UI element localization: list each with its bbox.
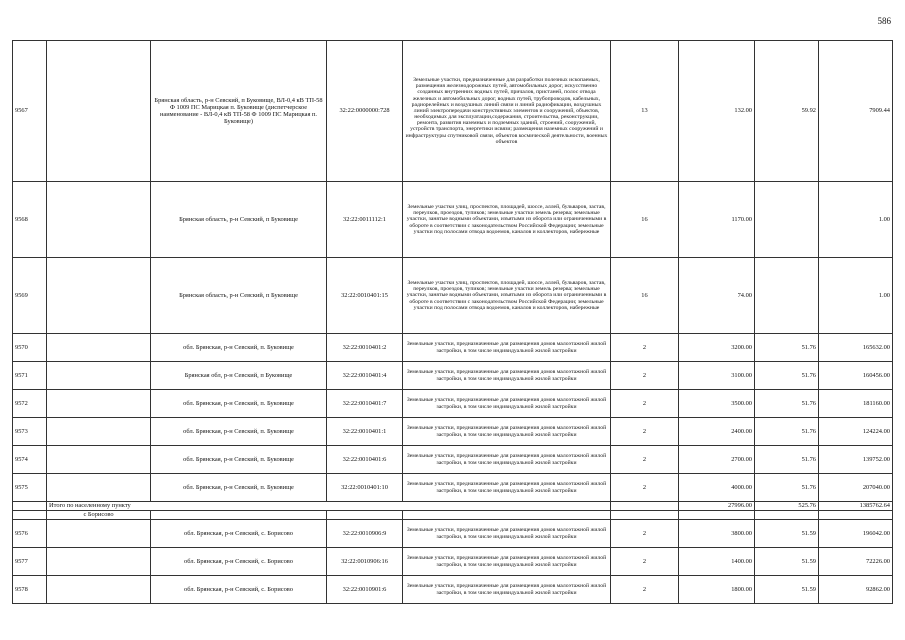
address-cell: обл. Брянская, р-н Севский, с. Борисово bbox=[151, 576, 327, 604]
area-cell: 1400.00 bbox=[679, 548, 755, 576]
cadastral-cell: 32:22:0010401:10 bbox=[327, 474, 403, 502]
land-use-cell: Земельные участки, предназначенные для разработки полезных ископаемых, размещения железнодорожных путей, автомобильных дорог, искусственно созданных внутренних водных путей, причалов, пристаней, полос отвода железных и автомобильных дорог, водных путей, трубопроводов, кабельных, радиорелейных и воздушных линий связи и линий радиофикации, воздушных линий электропередачи конструктивных элементов и сооружений, объектов, необходимых для эксплуатации,содержания, строительства, реконструкции, ремонта, развития наземных и подземных зданий, строений, сооружений, устройств транспорта, энергетики исвязи; размещения наземных сооружений и инфраструктуры спутниковой связи, объектов космической деятельности, военных объектов bbox=[403, 41, 611, 182]
land-use-cell: Земельные участки улиц, проспектов, площадей, шоссе, аллей, бульваров, застав, переулков, проездов, тупиков; земельные участки земель резерва; земельные участки, занятые водными объектами, изъятыми из оборота или ограниченными в обороте в соответствии с законодательством Российской Федерации; земельные участки под полосами отвода водоемов, каналов и коллекторов, набережные bbox=[403, 258, 611, 334]
address-cell: обл. Брянская, р-н Севский, п. Буковище bbox=[151, 418, 327, 446]
row-number: 9577 bbox=[13, 548, 47, 576]
blank-cell bbox=[47, 390, 151, 418]
address-cell: Брянская область, р-н Севский, п Буковище bbox=[151, 182, 327, 258]
area-cell: 1170.00 bbox=[679, 182, 755, 258]
row-number: 9574 bbox=[13, 446, 47, 474]
land-register-table bbox=[12, 40, 893, 604]
row-number: 9568 bbox=[13, 182, 47, 258]
blank-cell bbox=[47, 41, 151, 182]
rate-cell: 51.76 bbox=[755, 446, 819, 474]
blank-cell bbox=[611, 511, 679, 520]
address-cell: обл. Брянская, р-н Севский, п. Буковище bbox=[151, 446, 327, 474]
value-cell: 1.00 bbox=[819, 182, 893, 258]
total-row bbox=[13, 502, 893, 511]
row-number: 9572 bbox=[13, 390, 47, 418]
blank-cell bbox=[47, 182, 151, 258]
cadastral-cell: 32:22:0010401:15 bbox=[327, 258, 403, 334]
land-use-cell: Земельные участки, предназначенные для размещения домов малоэтажной жилой застройки, в том числе индивидуальной жилой застройки bbox=[403, 334, 611, 362]
value-cell: 139752.00 bbox=[819, 446, 893, 474]
land-use-cell: Земельные участки, предназначенные для размещения домов малоэтажной жилой застройки, в том числе индивидуальной жилой застройки bbox=[403, 390, 611, 418]
blank-cell bbox=[47, 520, 151, 548]
rate-cell: 51.59 bbox=[755, 548, 819, 576]
rate-cell: 51.76 bbox=[755, 418, 819, 446]
area-cell: 3100.00 bbox=[679, 362, 755, 390]
table-row bbox=[13, 474, 893, 502]
blank-cell bbox=[679, 511, 755, 520]
table-row bbox=[13, 41, 893, 182]
row-number: 9573 bbox=[13, 418, 47, 446]
use-code-cell: 2 bbox=[611, 446, 679, 474]
value-cell: 196042.00 bbox=[819, 520, 893, 548]
land-use-cell: Земельные участки, предназначенные для размещения домов малоэтажной жилой застройки, в том числе индивидуальной жилой застройки bbox=[403, 576, 611, 604]
settlement-name: с Борисово bbox=[47, 511, 151, 520]
cadastral-cell: 32:22:0010906:16 bbox=[327, 548, 403, 576]
rate-cell bbox=[755, 258, 819, 334]
use-code-cell: 16 bbox=[611, 258, 679, 334]
use-code-cell: 2 bbox=[611, 520, 679, 548]
blank-cell bbox=[47, 446, 151, 474]
address-cell: Брянская обл, р-н Севский, п Буковище bbox=[151, 362, 327, 390]
page-number: 586 bbox=[877, 16, 891, 26]
area-cell: 132.00 bbox=[679, 41, 755, 182]
blank-cell bbox=[47, 362, 151, 390]
table-row bbox=[13, 446, 893, 474]
table-row bbox=[13, 576, 893, 604]
blank-cell bbox=[151, 511, 327, 520]
total-area: 27996.00 bbox=[679, 502, 755, 511]
blank-cell bbox=[47, 576, 151, 604]
address-cell: обл. Брянская, р-н Севский, п. Буковище bbox=[151, 474, 327, 502]
use-code-cell: 2 bbox=[611, 390, 679, 418]
land-use-cell: Земельные участки, предназначенные для размещения домов малоэтажной жилой застройки, в том числе индивидуальной жилой застройки bbox=[403, 474, 611, 502]
row-number: 9576 bbox=[13, 520, 47, 548]
value-cell: 160456.00 bbox=[819, 362, 893, 390]
rate-cell bbox=[755, 182, 819, 258]
rate-cell: 51.59 bbox=[755, 576, 819, 604]
blank-cell bbox=[403, 511, 611, 520]
land-use-cell: Земельные участки, предназначенные для размещения домов малоэтажной жилой застройки, в том числе индивидуальной жилой застройки bbox=[403, 418, 611, 446]
table-row bbox=[13, 418, 893, 446]
value-cell: 124224.00 bbox=[819, 418, 893, 446]
table-row bbox=[13, 390, 893, 418]
value-cell: 165632.00 bbox=[819, 334, 893, 362]
use-code-cell: 2 bbox=[611, 362, 679, 390]
area-cell: 1800.00 bbox=[679, 576, 755, 604]
use-code-cell: 13 bbox=[611, 41, 679, 182]
cadastral-cell: 32:22:0011112:1 bbox=[327, 182, 403, 258]
row-number: 9570 bbox=[13, 334, 47, 362]
blank-cell bbox=[47, 548, 151, 576]
settlement-row bbox=[13, 511, 893, 520]
value-cell: 92862.00 bbox=[819, 576, 893, 604]
area-cell: 74.00 bbox=[679, 258, 755, 334]
blank-cell bbox=[327, 511, 403, 520]
blank-cell bbox=[47, 334, 151, 362]
table-row bbox=[13, 548, 893, 576]
blank-cell bbox=[819, 511, 893, 520]
land-use-cell: Земельные участки, предназначенные для размещения домов малоэтажной жилой застройки, в том числе индивидуальной жилой застройки bbox=[403, 520, 611, 548]
blank-cell bbox=[47, 474, 151, 502]
total-value: 1385762.64 bbox=[819, 502, 893, 511]
address-cell: Брянская область, р-н Севский, п Буковище, ВЛ-0,4 кВ ТП-58 Ф 1009 ПС Марицкая п. Буковище (диспетчерское наименование - ВЛ-0,4 кВ ТП-58 Ф 1009 ПС Марицкая п. Буковище) bbox=[151, 41, 327, 182]
area-cell: 3500.00 bbox=[679, 390, 755, 418]
row-number: 9578 bbox=[13, 576, 47, 604]
address-cell: Брянская область, р-н Севский, п Буковище bbox=[151, 258, 327, 334]
land-use-cell: Земельные участки, предназначенные для размещения домов малоэтажной жилой застройки, в том числе индивидуальной жилой застройки bbox=[403, 362, 611, 390]
blank-cell bbox=[47, 258, 151, 334]
address-cell: обл. Брянская, р-н Севский, п. Буковище bbox=[151, 390, 327, 418]
land-use-cell: Земельные участки, предназначенные для размещения домов малоэтажной жилой застройки, в том числе индивидуальной жилой застройки bbox=[403, 446, 611, 474]
rate-cell: 51.76 bbox=[755, 474, 819, 502]
value-cell: 7909.44 bbox=[819, 41, 893, 182]
row-number: 9567 bbox=[13, 41, 47, 182]
table-row bbox=[13, 258, 893, 334]
value-cell: 1.00 bbox=[819, 258, 893, 334]
rate-cell: 51.76 bbox=[755, 362, 819, 390]
row-number: 9571 bbox=[13, 362, 47, 390]
address-cell: обл. Брянская, р-н Севский, с. Борисово bbox=[151, 548, 327, 576]
cadastral-cell: 32:22:0010906:9 bbox=[327, 520, 403, 548]
value-cell: 181160.00 bbox=[819, 390, 893, 418]
total-rate: 525.76 bbox=[755, 502, 819, 511]
value-cell: 207040.00 bbox=[819, 474, 893, 502]
cadastral-cell: 32:22:0010901:6 bbox=[327, 576, 403, 604]
address-cell: обл. Брянская, р-н Севский, п. Буковище bbox=[151, 334, 327, 362]
use-code-cell: 2 bbox=[611, 576, 679, 604]
use-code-cell: 2 bbox=[611, 334, 679, 362]
cadastral-cell: 32:22:0010401:4 bbox=[327, 362, 403, 390]
rate-cell: 59.92 bbox=[755, 41, 819, 182]
blank-cell bbox=[755, 511, 819, 520]
area-cell: 3800.00 bbox=[679, 520, 755, 548]
blank-cell bbox=[611, 502, 679, 511]
total-label: Итого по населенному пункту bbox=[47, 502, 611, 511]
land-use-cell: Земельные участки улиц, проспектов, площадей, шоссе, аллей, бульваров, застав, переулков, проездов, тупиков; земельные участки земель резерва; земельные участки, занятые водными объектами, изъятыми из оборота или ограниченными в обороте в соответствии с законодательством Российской Федерации; земельные участки под полосами отвода водоемов, каналов и коллекторов, набережные bbox=[403, 182, 611, 258]
value-cell: 72226.00 bbox=[819, 548, 893, 576]
rate-cell: 51.76 bbox=[755, 390, 819, 418]
table-row bbox=[13, 520, 893, 548]
row-number: 9575 bbox=[13, 474, 47, 502]
cadastral-cell: 32:22:0010401:6 bbox=[327, 446, 403, 474]
table-row bbox=[13, 362, 893, 390]
area-cell: 4000.00 bbox=[679, 474, 755, 502]
cadastral-cell: 32:22:0000000:728 bbox=[327, 41, 403, 182]
area-cell: 2700.00 bbox=[679, 446, 755, 474]
area-cell: 2400.00 bbox=[679, 418, 755, 446]
use-code-cell: 2 bbox=[611, 548, 679, 576]
cadastral-cell: 32:22:0010401:2 bbox=[327, 334, 403, 362]
blank-cell bbox=[13, 502, 47, 511]
land-use-cell: Земельные участки, предназначенные для размещения домов малоэтажной жилой застройки, в том числе индивидуальной жилой застройки bbox=[403, 548, 611, 576]
row-number: 9569 bbox=[13, 258, 47, 334]
use-code-cell: 2 bbox=[611, 418, 679, 446]
cadastral-cell: 32:22:0010401:7 bbox=[327, 390, 403, 418]
table-row bbox=[13, 182, 893, 258]
cadastral-cell: 32:22:0010401:1 bbox=[327, 418, 403, 446]
use-code-cell: 16 bbox=[611, 182, 679, 258]
rate-cell: 51.76 bbox=[755, 334, 819, 362]
rate-cell: 51.59 bbox=[755, 520, 819, 548]
blank-cell bbox=[47, 418, 151, 446]
area-cell: 3200.00 bbox=[679, 334, 755, 362]
address-cell: обл. Брянская, р-н Севский, с. Борисово bbox=[151, 520, 327, 548]
blank-cell bbox=[13, 511, 47, 520]
use-code-cell: 2 bbox=[611, 474, 679, 502]
table-row bbox=[13, 334, 893, 362]
